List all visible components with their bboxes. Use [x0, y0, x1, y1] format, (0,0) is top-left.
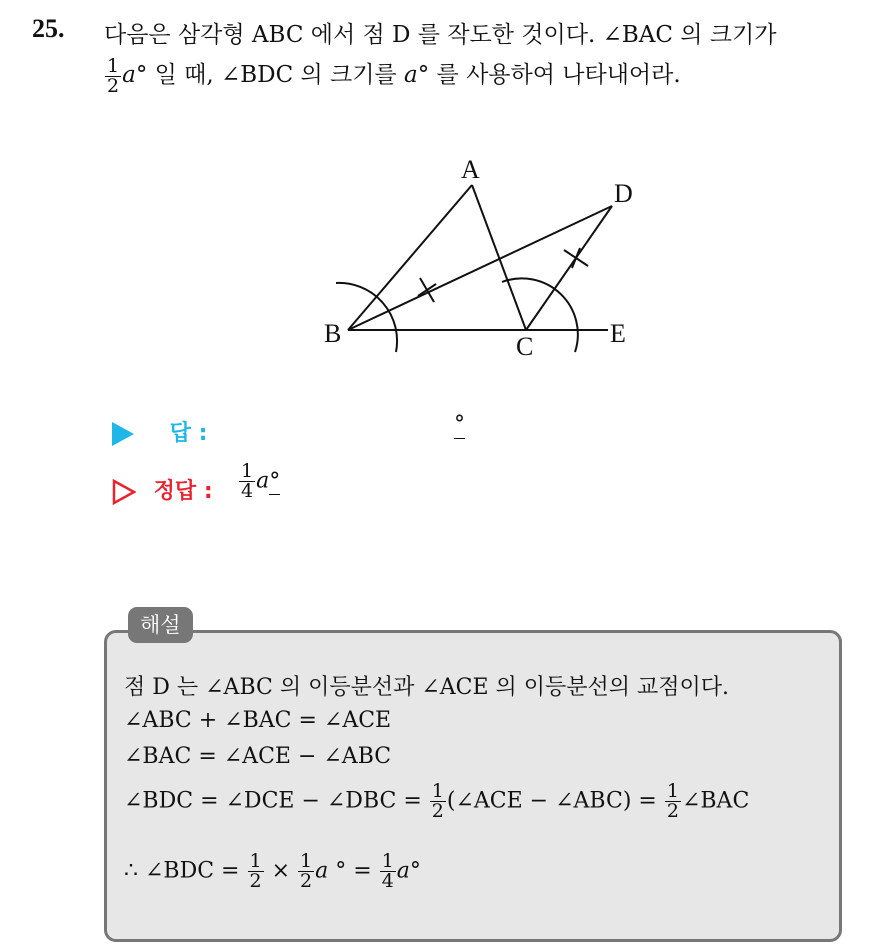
segment-ab — [348, 185, 472, 330]
label-a: A — [461, 155, 480, 184]
answer-input[interactable] — [226, 412, 466, 444]
label-b: B — [324, 319, 342, 348]
question-text: ° 일 때, ∠BDC 의 크기를 — [135, 62, 397, 88]
solution-line-1: 점 D 는 ∠ABC 의 이등분선과 ∠ACE 의 이등분선의 교점이다. — [124, 675, 730, 700]
arc-at-c — [502, 278, 578, 352]
arc-at-b — [336, 283, 397, 352]
variable-a: a — [404, 62, 418, 88]
variable-a: a — [122, 62, 136, 88]
play-triangle-icon — [112, 422, 134, 446]
segment-cd — [526, 206, 612, 330]
solution-tab: 해설 — [128, 607, 193, 643]
label-d: D — [614, 179, 633, 208]
fraction-half: $\frac{1}{2}$ — [107, 54, 120, 97]
solution-line-5: ∴ ∠BDC = $\frac{1}{2}$ × $\frac{1}{2}$ a ° = $\frac{1}{4}$ a° — [124, 850, 421, 892]
outline-triangle-icon — [112, 479, 136, 505]
correct-answer-label: 정답 : — [153, 479, 213, 504]
answer-row — [112, 416, 207, 447]
answer-unit: ° — [454, 412, 465, 437]
answer-label: 답 : — [169, 421, 208, 446]
tick-mark-cd — [572, 248, 580, 268]
solution-line-4: ∠BDC = ∠DCE − ∠DBC = $\frac{1}{2}$ (∠ACE − ∠ABC) = $\frac{1}{2}$ ∠BAC — [124, 780, 750, 822]
question-number: 25. — [32, 14, 65, 43]
solution-line-3: ∠BAC = ∠ACE − ∠ABC — [124, 744, 392, 769]
label-e: E — [610, 319, 626, 348]
correct-answer-row — [112, 474, 213, 505]
correct-answer-value: $\frac{1}{4}$ a° — [241, 460, 281, 502]
label-c: C — [516, 332, 534, 361]
question-line-2 — [104, 56, 681, 96]
solution-line-2: ∠ABC + ∠BAC = ∠ACE — [124, 708, 392, 733]
segment-ac — [472, 185, 526, 330]
question-line-1: 다음은 삼각형 ABC 에서 점 D 를 작도한 것이다. ∠BAC 의 크기가 — [104, 22, 777, 48]
triangle-figure — [310, 150, 650, 365]
question-text: ° 를 사용하여 나타내어라. — [417, 62, 681, 88]
